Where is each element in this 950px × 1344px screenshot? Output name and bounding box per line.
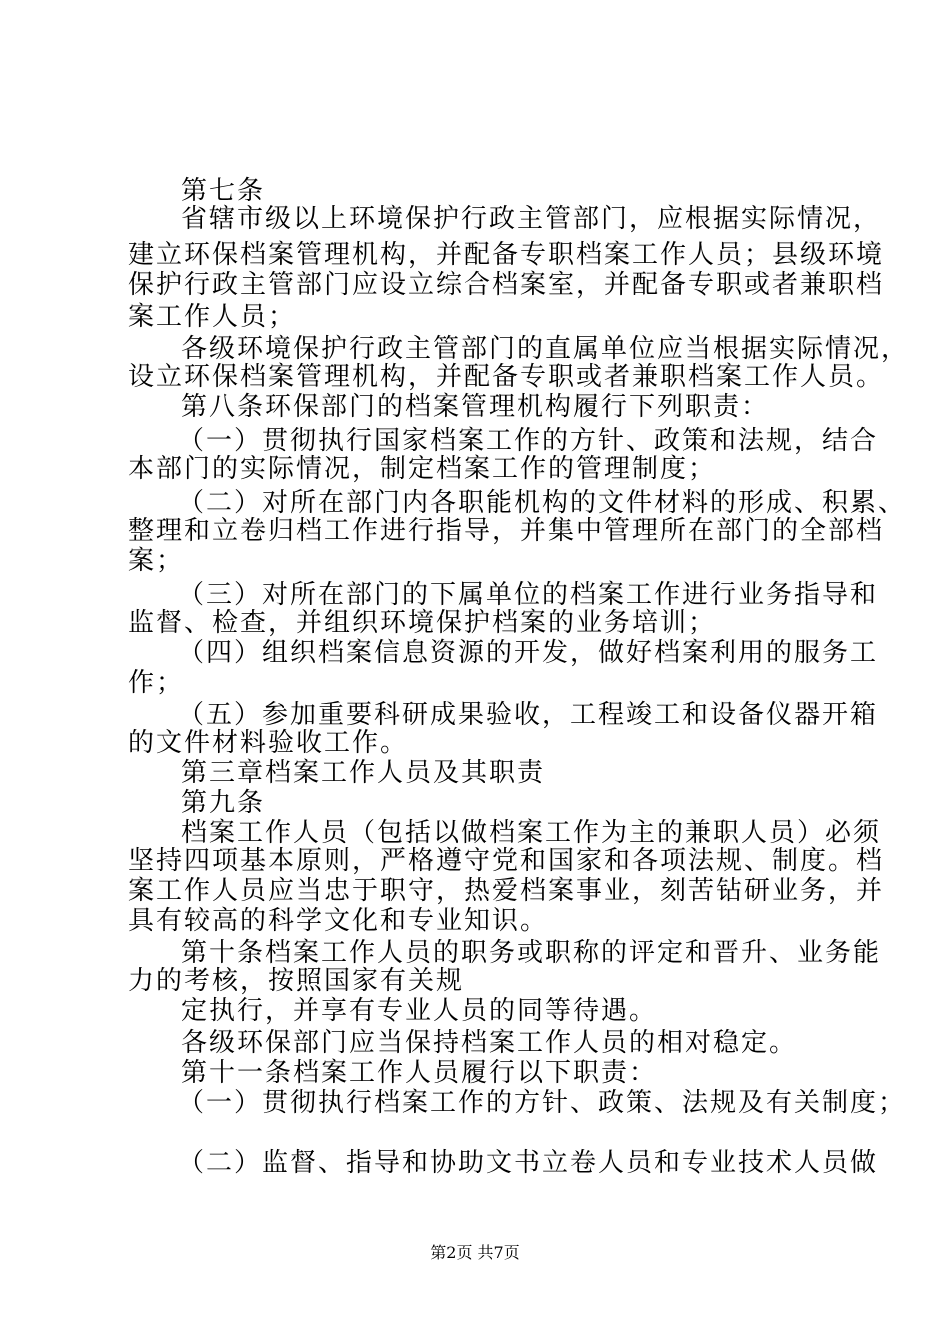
page-number-footer: 第2页 共7页 [430,1243,520,1262]
text-line: 作； [128,668,185,698]
text-line: 案； [128,546,185,576]
text-line: （一）贯彻执行档案工作的方针、政策、法规及有关制度； [178,1088,907,1118]
text-line: 监督、检查，并组织环境保护档案的业务培训； [128,608,717,638]
text-line: 整理和立卷归档工作进行指导，并集中管理所在部门的全部档 [128,516,885,546]
text-line: 省辖市级以上环境保护行政主管部门，应根据实际情况， [181,204,882,234]
text-line: 各级环保部门应当保持档案工作人员的相对稳定。 [181,1028,798,1058]
text-line: （二）对所在部门内各职能机构的文件材料的形成、积累、 [178,488,907,518]
text-line: 定执行，并享有专业人员的同等待遇。 [181,996,658,1026]
text-line: 第十条档案工作人员的职务或职称的评定和晋升、业务能 [181,938,882,968]
text-line: 第七条 [181,176,266,206]
text-line: （五）参加重要科研成果验收，工程竣工和设备仪器开箱 [178,700,879,730]
text-line: 各级环境保护行政主管部门的直属单位应当根据实际情况， [181,334,910,364]
text-line: 的文件材料验收工作。 [128,728,409,758]
text-line: 第三章档案工作人员及其职责 [181,758,546,788]
text-line: 第十一条档案工作人员履行以下职责： [181,1058,658,1088]
text-line: （二）监督、指导和协助文书立卷人员和专业技术人员做 [178,1148,879,1178]
text-line: （四）组织档案信息资源的开发，做好档案利用的服务工 [178,638,879,668]
text-line: 保护行政主管部门应设立综合档案室，并配备专职或者兼职档 [128,270,885,300]
text-line: 档案工作人员（包括以做档案工作为主的兼职人员）必须 [181,818,882,848]
text-line: 坚持四项基本原则，严格遵守党和国家和各项法规、制度。档 [128,846,885,876]
text-line: 第九条 [181,788,266,818]
text-line: 第八条环保部门的档案管理机构履行下列职责： [181,392,770,422]
text-line: 案工作人员； [128,302,297,332]
text-line: 具有较高的科学文化和专业知识。 [128,906,549,936]
text-line: 建立环保档案管理机构，并配备专职档案工作人员；县级环境 [128,240,885,270]
text-line: （一）贯彻执行国家档案工作的方针、政策和法规，结合 [178,426,879,456]
text-line: 本部门的实际情况，制定档案工作的管理制度； [128,454,717,484]
text-line: 案工作人员应当忠于职守，热爱档案事业，刻苦钻研业务，并 [128,876,885,906]
text-line: 力的考核，按照国家有关规 [128,966,465,996]
text-line: （三）对所在部门的下属单位的档案工作进行业务指导和 [178,580,879,610]
text-line: 设立环保档案管理机构，并配备专职或者兼职档案工作人员。 [128,362,885,392]
